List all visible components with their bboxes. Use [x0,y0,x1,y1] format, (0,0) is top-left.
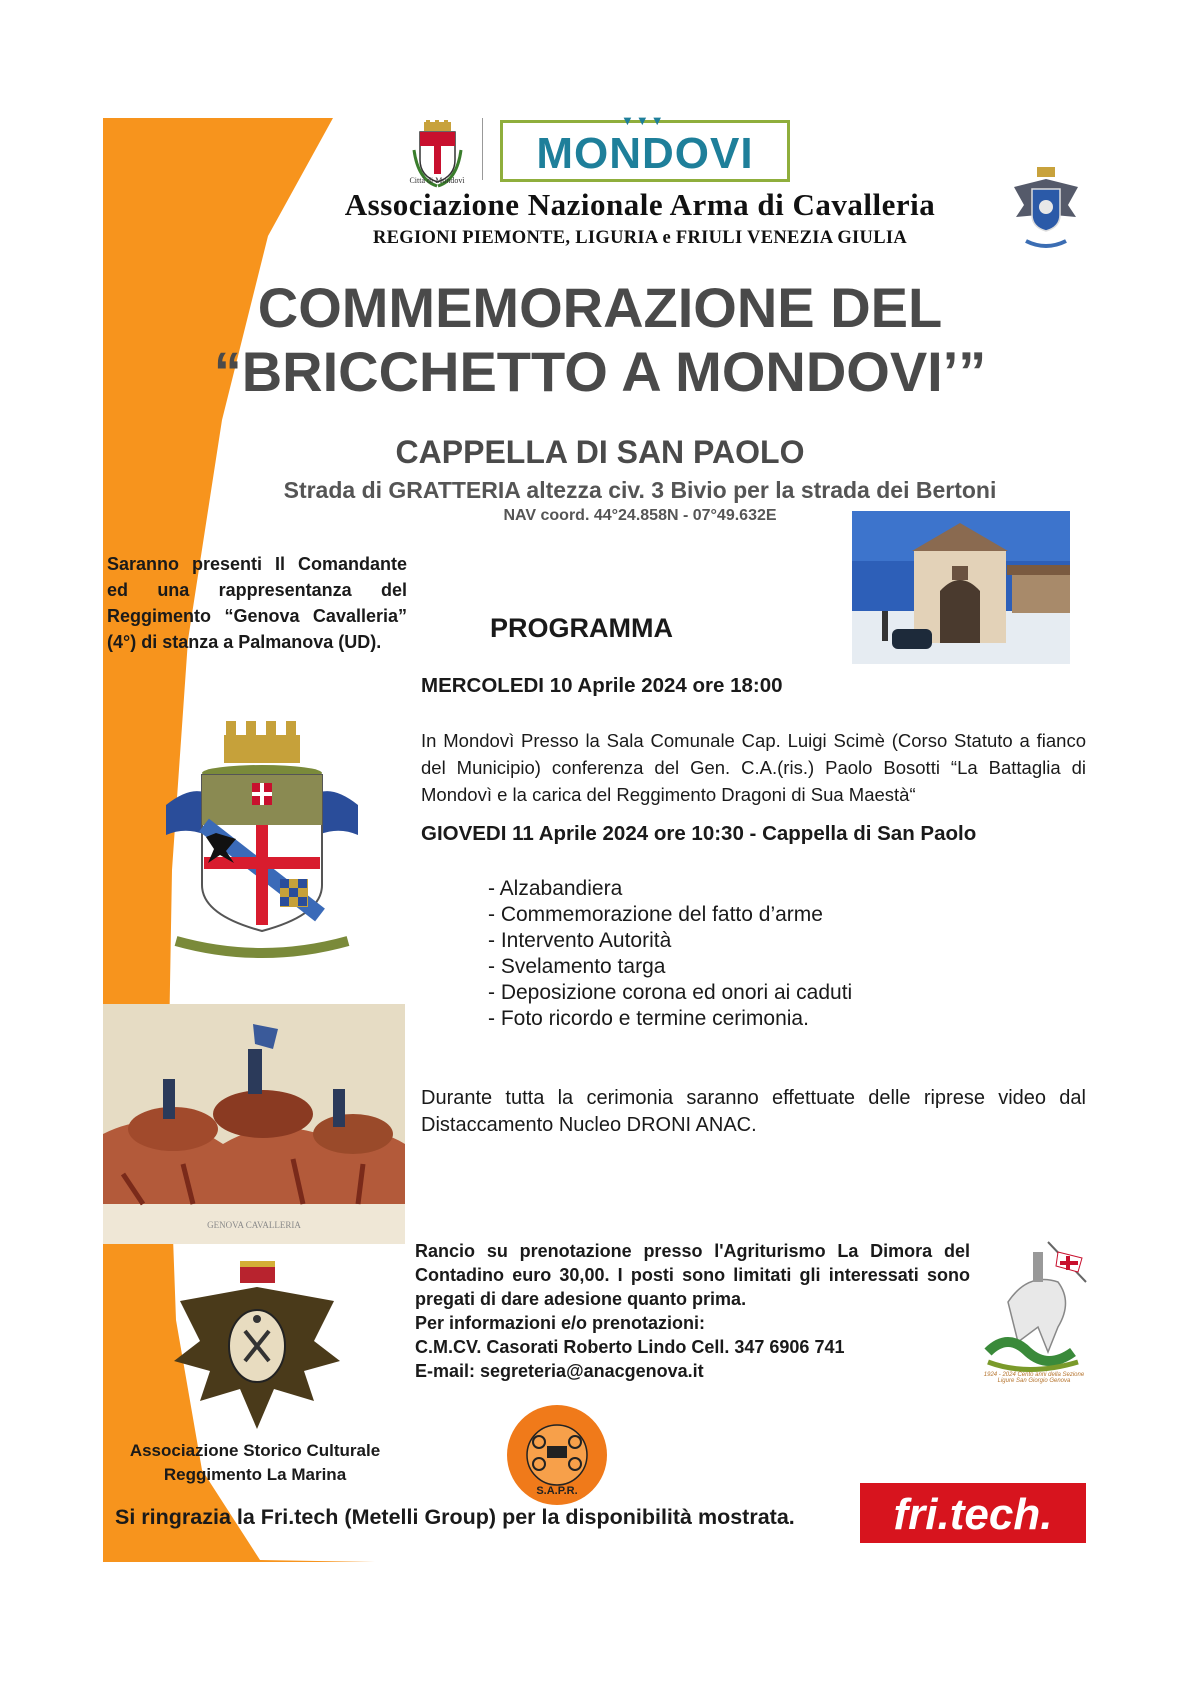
fritech-logo [860,1483,1086,1543]
regiment-crest-icon [164,715,360,960]
day2-heading: GIOVEDI 11 Aprile 2024 ore 10:30 - Cappella di San Paolo [421,822,977,845]
list-item: - Commemorazione del fatto d’arme [488,903,823,926]
sapr-logo-text: S.A.P.R. [536,1485,578,1497]
saint-george-logo-icon [978,1232,1090,1387]
la-marina-line1: Associazione Storico Culturale [129,1441,381,1460]
list-item: - Svelamento targa [488,955,666,978]
la-marina-line2: Reggimento La Marina [163,1465,347,1484]
regiment-attendance-note: Saranno presenti Il Comandante ed una rappresentanza del Reggimento “Genova Cavalleria” (4°) di stanza a Palmanova (UD). [107,554,407,652]
chapel-photo [852,511,1070,664]
list-item: - Intervento Autorità [488,929,672,952]
cavalry-charge-painting [103,1004,405,1244]
sponsor-thanks: Si ringrazia la Fri.tech (Metelli Group) per la disponibilità mostrata. [115,1505,795,1529]
saint-george-caption: 1924 - 2024 Cento anni della Sezione Ligure San Giorgio Genova [983,1372,1085,1384]
sapr-drone-unit-logo-icon [505,1404,609,1506]
mondovi-logo-text: MONDOVI [536,129,754,178]
main-title-line1: COMMEMORAZIONE DEL [257,276,943,339]
location-name: CAPPELLA DI SAN PAOLO [395,434,805,470]
crown-icon: ▼▼▼ [621,113,666,128]
list-item: - Deposizione corona ed onori ai caduti [488,981,853,1004]
info-label: Per informazioni e/o prenotazioni: [415,1313,706,1333]
mondovi-city-logo [500,113,790,182]
day1-description: In Mondovì Presso la Sala Comunale Cap. Luigi Scimè (Corso Statuto a fianco del Municipio) conferenza del Gen. C.A.(ris.) Paolo Bosotti “La Battaglia di Mondovì e la carica del Reggimento Dragoni di Sua Maestà“ [421,730,1086,805]
main-title-line2: “BRICCHETTO A MONDOVI’” [213,340,987,403]
program-list [488,876,852,1032]
drone-video-note: Durante tutta la cerimonia saranno effettuate delle riprese video dal Distaccamento Nucleo DRONI ANAC. [421,1087,1086,1136]
fritech-logo-text: fri.tech. [893,1490,1053,1539]
contact-email: E-mail: segreteria@anacgenova.it [415,1361,704,1381]
logo-divider [482,118,483,180]
la-marina-caption [105,1439,405,1487]
regions-subtitle: REGIONI PIEMONTE, LIGURIA e FRIULI VENEZIA GIULIA [373,228,907,248]
location-coordinates: NAV coord. 44°24.858N - 07°49.632E [503,507,777,524]
location-address: Strada di GRATTERIA altezza civ. 3 Bivio per la strada dei Bertoni [283,477,997,503]
painting-caption: GENOVA CAVALLERIA [207,1220,301,1230]
list-item: - Alzabandiera [488,877,623,900]
day1-heading: MERCOLEDI 10 Aprile 2024 ore 18:00 [421,674,783,697]
contact-phone: C.M.CV. Casorati Roberto Lindo Cell. 347 6906 741 [415,1337,845,1357]
comune-caption: Città di Mondovì [409,176,465,185]
rancio-booking-text: Rancio su prenotazione presso l'Agriturismo La Dimora del Contadino euro 30,00. I posti sono limitati gli interessati sono pregati di dare adesione quanto prima. [415,1241,970,1309]
cavalry-eagle-badge-icon [1010,165,1082,255]
association-title: Associazione Nazionale Arma di Cavalleria [344,187,936,222]
list-item: - Foto ricordo e termine cerimonia. [488,1007,809,1030]
contact-info [415,1311,844,1383]
programma-heading: PROGRAMMA [490,613,673,643]
la-marina-eagle-icon [170,1261,345,1431]
